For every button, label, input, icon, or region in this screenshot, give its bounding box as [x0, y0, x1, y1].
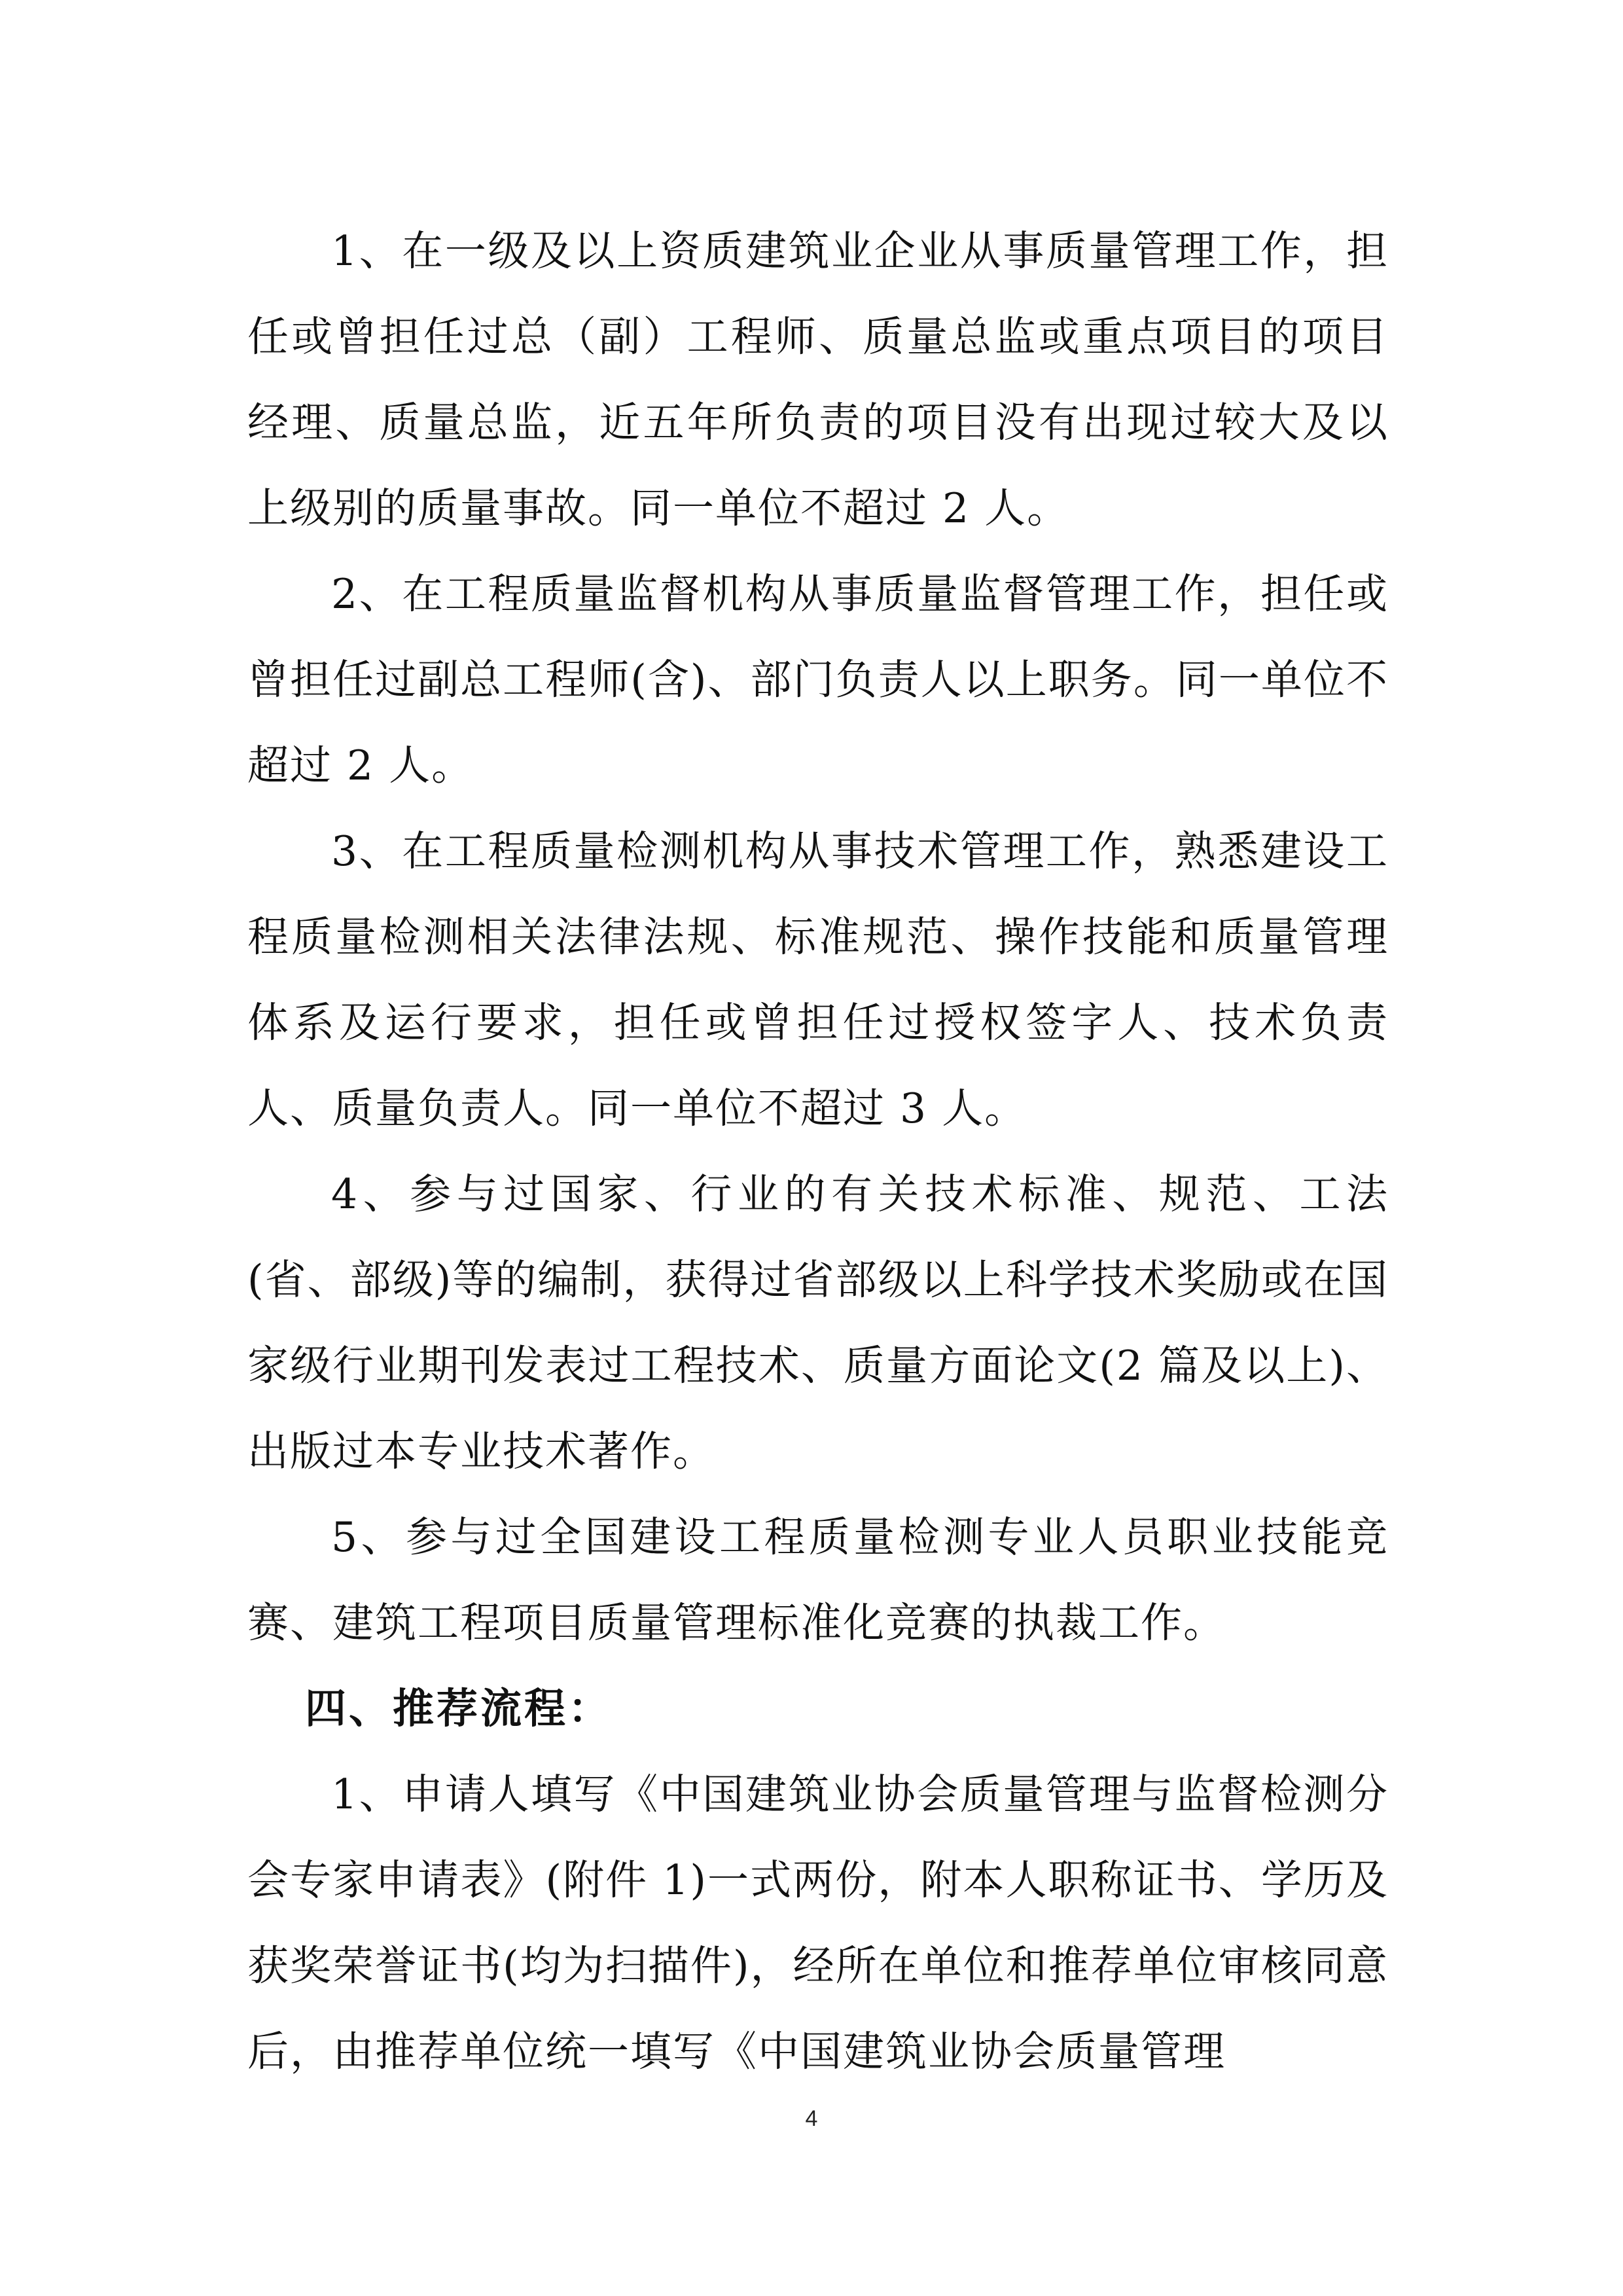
- criterion-paragraph-5: 5、参与过全国建设工程质量检测专业人员职业技能竞赛、建筑工程项目质量管理标准化竞赛的执裁工作。: [247, 1513, 1389, 1647]
- process-paragraph-1: 1、申请人填写《中国建筑业协会质量管理与监督检测分会专家申请表》(附件 1)一式两份，附本人职称证书、学历及获奖荣誉证书(均为扫描件)，经所在单位和推荐单位审核同意后，由推荐单位统一填写《中国建筑业协会质量管理: [247, 1770, 1389, 2075]
- criterion-paragraph-3: 3、在工程质量检测机构从事技术管理工作，熟悉建设工程质量检测相关法律法规、标准规范、操作技能和质量管理体系及运行要求，担任或曾担任过授权签字人、技术负责人、质量负责人。同一单位不超过 3 人。: [247, 827, 1389, 1132]
- page-number: 4: [805, 2106, 818, 2131]
- criterion-paragraph-1: 1、在一级及以上资质建筑业企业从事质量管理工作，担任或曾担任过总（副）工程师、质量总监或重点项目的项目经理、质量总监，近五年所负责的项目没有出现过较大及以上级别的质量事故。同一单位不超过 2 人。: [247, 227, 1389, 532]
- document-body: [247, 208, 1389, 2094]
- criterion-paragraph-4: 4、参与过国家、行业的有关技术标准、规范、工法(省、部级)等的编制，获得过省部级以上科学技术奖励或在国家级行业期刊发表过工程技术、质量方面论文(2 篇及以上)、出版过本专业技术著作。: [247, 1170, 1389, 1475]
- criterion-paragraph-2: 2、在工程质量监督机构从事质量监督管理工作，担任或曾担任过副总工程师(含)、部门负责人以上职务。同一单位不超过 2 人。: [247, 570, 1389, 789]
- section-heading: 四、推荐流程：: [305, 1685, 612, 1732]
